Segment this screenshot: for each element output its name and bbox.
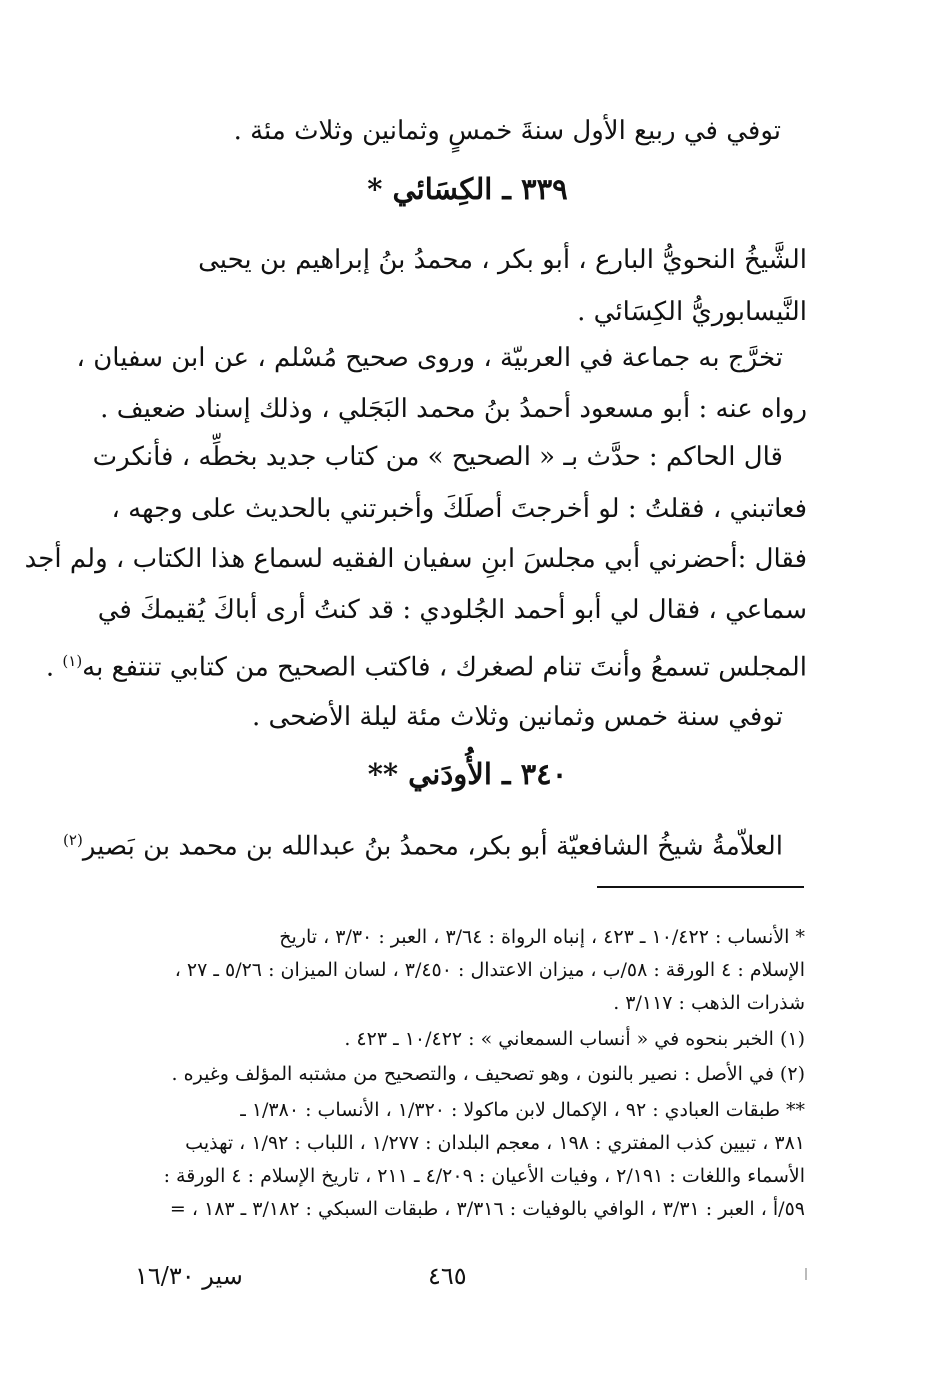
footnote-marker: (١) — [62, 652, 83, 670]
text-line — [46, 646, 807, 683]
footnote-line: ** طبقات العبادي : ٩٢ ، الإكمال لابن ماكولا : ١/٣٢٠ ، الأنساب : ١/٣٨٠ ـ — [240, 1099, 805, 1121]
footnote-marker: (٢) — [63, 831, 83, 849]
text-line — [63, 825, 783, 862]
footnote-line: * الأنساب : ١٠/٤٢٢ ـ ٤٢٣ ، إنباه الرواة : ٣/٦٤ ، العبر : ٣/٣٠ ، تاريخ — [279, 926, 805, 948]
text-line: سماعي ، فقال لي أبو أحمد الجُلودي : قد كنتُ أرى أباكَ يُقيمكَ في — [97, 595, 807, 625]
text-span: . — [45, 652, 63, 683]
footnote-line: (١) الخبر بنحوه في « أنساب السمعاني » : ١٠/٤٢٢ ـ ٤٢٣ . — [344, 1028, 805, 1050]
margin-mark — [805, 1268, 807, 1280]
footnote-line: (٢) في الأصل : نصير بالنون ، وهو تصحيف ، والتصحيح من مشتبه المؤلف وغيره . — [171, 1063, 805, 1085]
text-line: فعاتبني ، فقلتُ : لو أخرجتَ أصلَكَ وأخبرتني بالحديث على وجهه ، — [111, 494, 807, 524]
text-line: النَّيسابوريُّ الكِسَائي . — [577, 297, 807, 327]
text-line: رواه عنه : أبو مسعود أحمدُ بنُ محمد البَجَلي ، وذلك إسناد ضعيف . — [100, 394, 807, 424]
text-line: فقال :أحضرني أبي مجلسَ ابنِ سفيان الفقيه لسماع هذا الكتاب ، ولم أجد — [24, 544, 807, 574]
text-line: توفي في ربيع الأول سنةَ خمسٍ وثمانين وثلاث مئة . — [233, 116, 781, 146]
text-line: تخرَّج به جماعة في العربيّة ، وروى صحيح مُسْلم ، عن ابن سفيان ، — [76, 343, 783, 373]
entry-heading-340: ٣٤٠ ـ الأُودَني ** — [367, 757, 568, 791]
footnote-separator — [597, 886, 804, 888]
text-span: العلاّمةُ شيخُ الشافعيّة أبو بكر، محمدُ بنُ عبدالله بن محمد بن بَصير — [82, 831, 783, 862]
footnote-line: ٣٨١ ، تبيين كذب المفتري : ١٩٨ ، معجم البلدان : ١/٢٧٧ ، اللباب : ١/٩٢ ، تهذيب — [185, 1132, 805, 1154]
footnote-line: ٥٩/أ ، العبر : ٣/٣١ ، الوافي بالوفيات : ٣/٣١٦ ، طبقات السبكي : ٣/١٨٢ ـ ١٨٣ ، = — [169, 1198, 805, 1220]
text-span: المجلس تسمعُ وأنتَ تنام لصغرك ، فاكتب الصحيح من كتابي تنتفع به — [82, 652, 807, 683]
footnote-line: الإسلام : ٤ الورقة : ٥٨/ب ، ميزان الاعتدال : ٣/٤٥٠ ، لسان الميزان : ٥/٢٦ ـ ٢٧ ، — [174, 959, 805, 981]
text-line: الشَّيخُ النحويُّ البارع ، أبو بكر ، محمدُ بنُ إبراهيم بن يحيى — [198, 245, 807, 275]
page-number: ٤٦٥ — [428, 1262, 467, 1290]
signature-mark: سير ١٦/٣٠ — [135, 1262, 243, 1290]
footnote-line: الأسماء واللغات : ٢/١٩١ ، وفيات الأعيان : ٤/٢٠٩ ـ ٢١١ ، تاريخ الإسلام : ٤ الورقة : — [163, 1165, 805, 1187]
footnote-line: شذرات الذهب : ٣/١١٧ . — [613, 992, 805, 1014]
text-line: قال الحاكم : حدَّث بـ « الصحيح » من كتاب جديد بخطِّه ، فأنكرت — [92, 442, 783, 472]
text-line: توفي سنة خمس وثمانين وثلاث مئة ليلة الأضحى . — [252, 702, 783, 732]
entry-heading-339: ٣٣٩ ـ الكِسَائي * — [367, 172, 568, 206]
